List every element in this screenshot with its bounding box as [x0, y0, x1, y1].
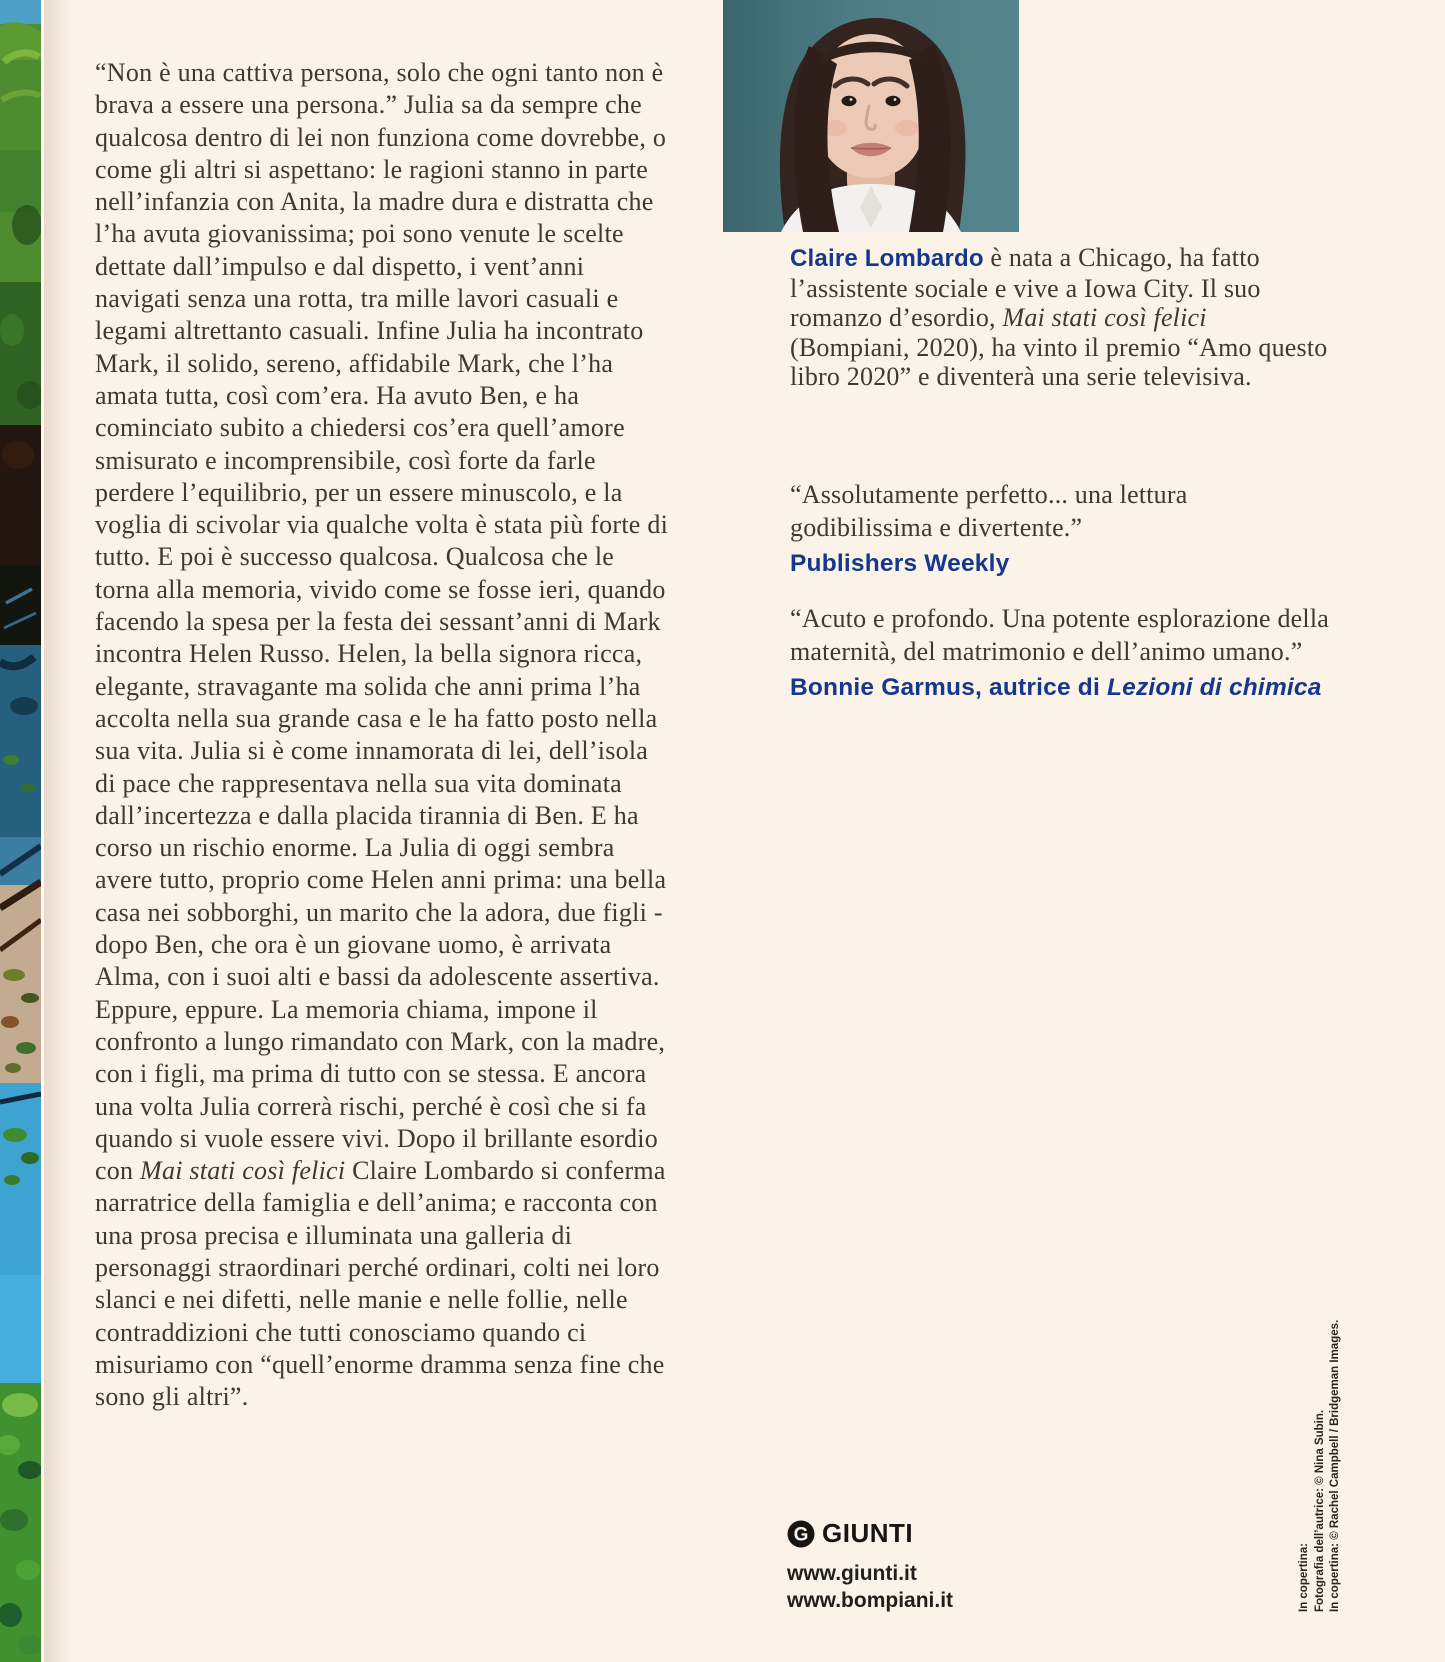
bio-part1: è nata a Chicago, ha fatto l’assistente sociale e vive a Iowa City. Il suo romanzo d’esordio, — [790, 243, 1261, 333]
giunti-logo-text: GIUNTI — [822, 1518, 914, 1548]
synopsis-book-title: Mai stati così felici — [140, 1156, 346, 1186]
publisher-urls — [787, 1560, 953, 1614]
quote-2-text: “Acuto e profondo. Una potente esplorazione della maternità, del matrimonio e dell’animo umano.” — [790, 604, 1329, 666]
synopsis-part1: “Non è una cattiva persona, solo che ogni tanto non è brava a essere una persona.” Julia sa da sempre che qualcosa dentro di lei non funziona come dovrebbe, o come gli altri si aspettano: le ragioni stanno in parte nell’infanzia con Anita, la madre dura e distratta che l’ha avuta giovanissima; poi sono venute le scelte dettate dall’impulso e dal dispetto, i vent’anni navigati senza una rotta, tra mille lavori casuali e legami altrettanto casuali. Infine Julia ha incontrato Mark, il solido, sereno, affidabile Mark, che l’ha amata tutta, così com’era. Ha avuto Ben, e ha cominciato subito a chiedersi cos’era quell’amore smisurato e incomprensibile, così forte da farle perdere l’equilibrio, per un essere minuscolo, e la voglia di scivolar via qualche volta è stata più forte di tutto. E poi è successo qualcosa. Qualcosa che le torna alla memoria, vivido come se fosse ieri, quando facendo la spesa per la festa dei sessant’anni di Mark incontra Helen Russo. Helen, la bella signora ricca, elegante, stravagante ma solida che anni prima l’ha accolta nella sua grande casa e le ha fatto posto nella sua vita. Julia si è come innamorata di lei, dell’isola di pace che rappresentava nella sua vita dominata dall’incertezza e dalla placida tirannia di Ben. E ha corso un rischio enorme. La Julia di oggi sembra avere tutto, proprio come Helen anni prima: una bella casa nei sobborghi, un marito che la adora, due figli - dopo Ben, che ora è un giovane uomo, è arrivata Alma, con i suoi alti e bassi da adolescente assertiva. Eppure, eppure. La memoria chiama, impone il confronto a lungo rimandato con Mark, con la madre, con i figli, ma prima di tutto con se stessa. E ancora una volta Julia correrà rischi, perché è così che si fa quando si vuole essere vivi. Dopo il brillante esordio con — [95, 58, 669, 1186]
giunti-logo — [787, 1518, 953, 1549]
review-quote-1 — [790, 479, 1335, 579]
giunti-url: www.giunti.it — [787, 1562, 917, 1585]
publisher-block — [787, 1518, 953, 1614]
cover-artwork-strip — [0, 0, 41, 1662]
bio-book-title: Mai stati così felici — [1002, 303, 1207, 333]
credits-line-3: In copertina: © Rachel Campbell / Bridgeman Images. — [1329, 1319, 1341, 1612]
bompiani-url: www.bompiani.it — [787, 1589, 954, 1612]
credits-line-1: In copertina: — [1298, 1542, 1310, 1612]
cover-credits — [1297, 1292, 1345, 1612]
quote-1-attribution: Publishers Weekly — [790, 550, 1010, 577]
quote-2-attribution-book: Lezioni di chimica — [1106, 674, 1322, 701]
giunti-g-mark-icon — [787, 1520, 815, 1548]
synopsis-part2: Claire Lombardo si conferma narratrice della famiglia e dell’anima; e racconta con una prosa precisa e illuminata una galleria di personaggi straordinari perché ordinari, colti nei loro slanci e nei difetti, nelle manie e nelle follie, nelle contraddizioni che tutti conosciamo quando ci misuriamo con “quell’enorme dramma senza fine che sono gli altri”. — [95, 1156, 666, 1412]
author-photo — [723, 0, 1019, 232]
quote-1-text: “Assolutamente perfetto... una lettura godibilissima e divertente.” — [790, 480, 1188, 542]
credits-line-2: Fotografia dell’autrice: © Nina Subin. — [1313, 1409, 1326, 1612]
flap-fold-shadow — [41, 0, 71, 1662]
bio-part2: (Bompiani, 2020), ha vinto il premio “Amo questo libro 2020” e diventerà una serie televisiva. — [790, 332, 1328, 392]
author-name: Claire Lombardo — [790, 245, 984, 272]
synopsis-text — [95, 57, 672, 1413]
svg-text:G: G — [793, 1524, 809, 1545]
quote-2-attribution-name: Bonnie Garmus, autrice di — [790, 674, 1107, 701]
quote-2-attribution — [790, 673, 1335, 703]
author-bio — [790, 243, 1330, 392]
review-quote-2 — [790, 603, 1335, 703]
